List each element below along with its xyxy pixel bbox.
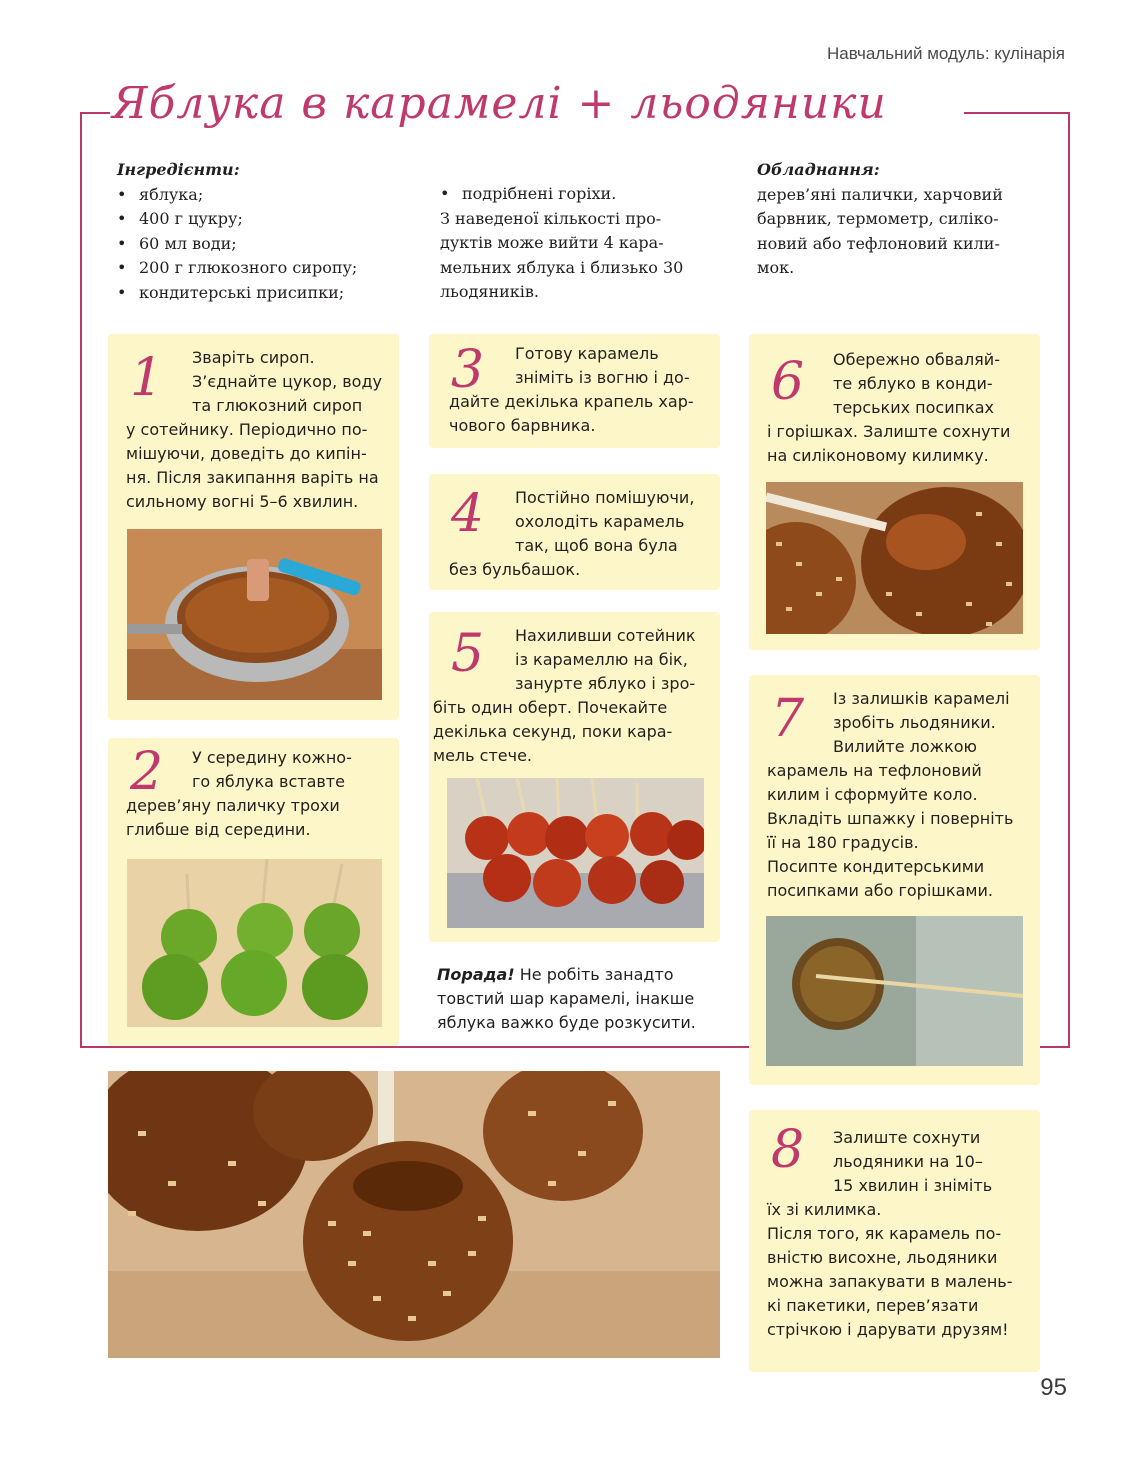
ingredient-item: • 200 г глюкозного сиропу; xyxy=(117,256,422,281)
yield-note: З наведеної кількості про- дуктів може вийти 4 кара- мельних яблука і близько 30 льодяників. xyxy=(440,208,684,301)
step-card-4 xyxy=(429,474,720,590)
step-text-continued: і горішках. Залиште сохнути на силіконовому килимку. xyxy=(767,422,1011,465)
photo-lollipop-on-mat xyxy=(766,916,1023,1066)
step-card-1 xyxy=(108,334,399,720)
photo-green-apples xyxy=(127,859,382,1027)
ingredients-continued xyxy=(440,182,740,305)
step-text: Залиште сохнути льодяники на 10– 15 хвилин і зніміть xyxy=(833,1128,993,1195)
step-text-continued: карамель на тефлоновий килим і сформуйте коло. Вкладіть шпажку і поверніть її на 180 градусів. Посипте кондитерськими посипками або горішками. xyxy=(767,761,1014,900)
frame-top-left xyxy=(80,112,110,114)
tip-text: Не робіть занадто товстий шар карамелі, інакше яблука важко буде розкусити. xyxy=(437,965,696,1032)
step-text: Із залишків карамелі зробіть льодяники. Вилийте ложкою xyxy=(833,689,1010,756)
ingredients-heading: Інгредієнти: xyxy=(117,160,240,179)
step-number: 4 xyxy=(451,484,485,544)
running-head: Навчальний модуль: кулінарія xyxy=(827,44,1065,63)
step-text-continued: дайте декілька крапель хар- чового барвника. xyxy=(449,392,694,435)
frame-top-right xyxy=(964,112,1068,114)
step-card-2 xyxy=(108,738,399,1046)
step-text-continued: у сотейнику. Періодично по- мішуючи, доведіть до кипін- ня. Після закипання варіть на сильному вогні 5–6 хвилин. xyxy=(126,420,379,511)
step-number: 8 xyxy=(771,1120,805,1180)
equipment-block xyxy=(757,158,1057,281)
step-number: 2 xyxy=(130,742,164,802)
step-number: 1 xyxy=(130,348,164,408)
photo-caramel-apples-with-nuts xyxy=(108,1071,720,1358)
step-card-7 xyxy=(749,675,1040,1085)
step-card-3 xyxy=(429,334,720,448)
ingredients-block xyxy=(117,158,422,305)
step-text: Постійно помішуючи, охолодіть карамель так, щоб вона була xyxy=(515,488,695,555)
step-card-5 xyxy=(429,612,720,942)
step-text-continued: їх зі килимка. Після того, як карамель по- вністю висохне, льодяники можна запакувати в малень- кі пакетики, перев’язати стрічкою і дарувати друзям! xyxy=(767,1200,1013,1339)
ingredient-item: • 60 мл води; xyxy=(117,232,422,257)
page-title: Яблука в карамелі + льодяники xyxy=(112,78,887,129)
tip-label: Порада! xyxy=(437,965,515,984)
step-text: У середину кожно- го яблука вставте xyxy=(192,748,352,791)
step-number: 7 xyxy=(771,689,805,749)
photo-nut-coated-apple xyxy=(766,482,1023,634)
ingredient-item: • яблука; xyxy=(117,183,422,208)
equipment-heading: Обладнання: xyxy=(757,160,880,179)
step-number: 5 xyxy=(451,624,485,684)
step-text-continued: без бульбашок. xyxy=(449,560,581,579)
step-text: Зваріть сироп. З’єднайте цукор, воду та глюкозний сироп xyxy=(192,348,382,415)
photo-caramel-saucepan xyxy=(127,529,382,700)
step-card-8 xyxy=(749,1110,1040,1372)
step-number: 3 xyxy=(451,340,485,400)
step-text-continued: біть один оберт. Почекайте декілька секунд, поки кара- мель стече. xyxy=(433,698,673,765)
ingredients-list-continued xyxy=(440,182,740,207)
step-text: Обережно обваляй- те яблуко в конди- терських посипках xyxy=(833,350,1000,417)
ingredient-item: • подрібнені горіхи. xyxy=(440,182,740,207)
step-card-6 xyxy=(749,334,1040,650)
photo-caramel-apples-tray xyxy=(447,778,704,928)
page-number: 95 xyxy=(1040,1374,1067,1401)
ingredient-item: • 400 г цукру; xyxy=(117,207,422,232)
ingredient-item: • кондитерські присипки; xyxy=(117,281,422,306)
step-text-continued: дерев’яну паличку трохи глибше від середини. xyxy=(126,796,340,839)
step-number: 6 xyxy=(771,352,805,412)
equipment-text: дерев’яні палички, харчовий барвник, термометр, силіко- новий або тефлоновий кили- мок. xyxy=(757,184,1003,277)
step-text: Нахиливши сотейник із карамеллю на бік, занурте яблуко і зро- xyxy=(515,626,696,693)
ingredients-list xyxy=(117,183,422,306)
tip-note xyxy=(437,963,717,1035)
step-text: Готову карамель зніміть із вогню і до- xyxy=(515,344,690,387)
